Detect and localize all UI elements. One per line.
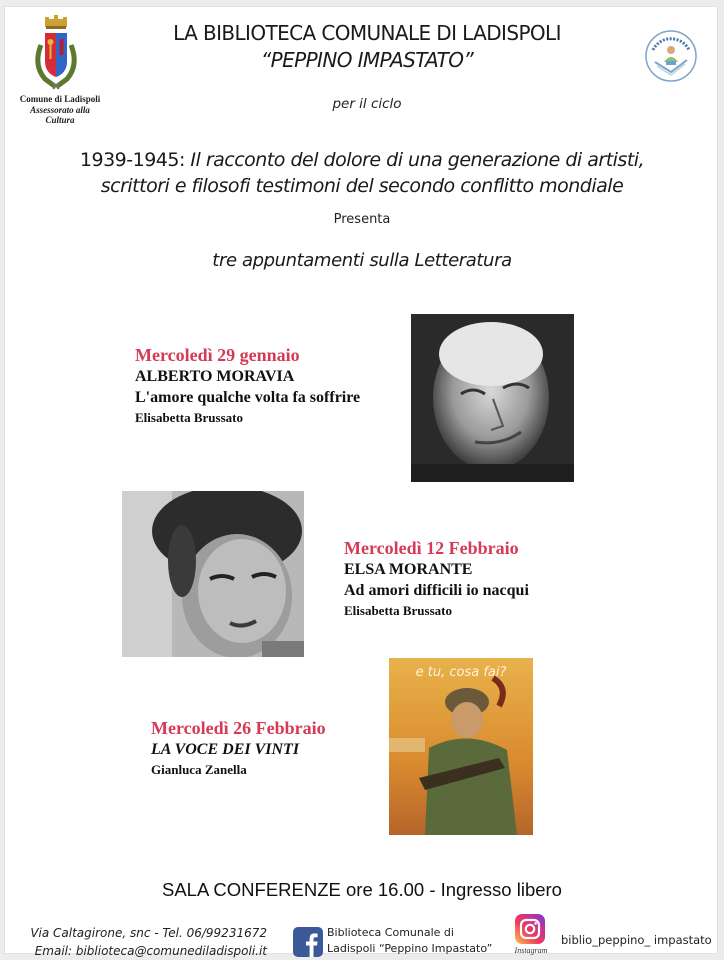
event-speaker: Elisabetta Brussato [344, 603, 452, 618]
facebook-icon[interactable] [293, 927, 323, 957]
poster-text: e tu, cosa fai? [415, 665, 507, 680]
war-poster [389, 658, 533, 835]
event-morante [344, 537, 529, 621]
cycle-title-line2: scrittori e filosofi testimoni del secondo conflitto mondiale [100, 175, 624, 197]
cycle-years: 1939-1945: [79, 149, 185, 171]
facebook-line1: Biblioteca Comunale di [327, 926, 454, 939]
instagram-wordmark: Instagram [514, 946, 548, 955]
library-title: LA BIBLIOTECA COMUNALE DI LADISPOLI [173, 21, 561, 45]
coat-of-arms-icon [31, 15, 81, 91]
address-phone: Via Caltagirone, snc - Tel. 06/99231672 [30, 926, 267, 940]
event-moravia [135, 344, 360, 428]
comune-caption [5, 94, 115, 126]
presenta-label: Presenta [333, 212, 391, 227]
portrait-elsa-morante [122, 491, 304, 657]
instagram-icon[interactable] [515, 914, 545, 944]
assessorato-line2: Cultura [45, 115, 75, 125]
cycle-title-rest: Il racconto del dolore di una generazione di artisti, [184, 149, 645, 171]
contact-info [27, 924, 267, 960]
event-work: L'amore qualche volta fa soffrire [135, 389, 361, 406]
event-voce-dei-vinti [151, 717, 326, 780]
event-speaker: Gianluca Zanella [151, 762, 247, 777]
library-logo-icon [643, 28, 699, 84]
event-work: LA VOCE DEI VINTI [151, 741, 300, 758]
venue-info: SALA CONFERENZE ore 16.00 - Ingresso libero [162, 879, 562, 900]
library-subtitle: “PEPPINO IMPASTATO” [260, 48, 474, 72]
event-author: ELSA MORANTE [344, 561, 473, 578]
facebook-page-link[interactable] [327, 925, 492, 957]
portrait-alberto-moravia [411, 314, 574, 482]
cycle-title-line1 [5, 149, 719, 171]
event-author: ALBERTO MORAVIA [135, 368, 295, 385]
instagram-handle[interactable]: biblio_peppino_ impastato [561, 933, 712, 947]
per-il-ciclo: per il ciclo [332, 96, 402, 112]
event-date: Mercoledì 26 Febbraio [151, 718, 326, 738]
assessorato-line1: Assessorato alla [30, 104, 90, 115]
cycle-subtitle: tre appuntamenti sulla Letteratura [212, 250, 512, 271]
facebook-line2: Ladispoli “Peppino Impastato” [327, 942, 493, 955]
event-date: Mercoledì 12 Febbraio [344, 538, 519, 558]
email-link[interactable]: Email: biblioteca@comunediladispoli.it [34, 944, 267, 958]
comune-name: Comune di Ladispoli [19, 94, 101, 104]
event-work: Ad amori difficili io nacqui [344, 582, 529, 599]
flyer-page [4, 6, 718, 958]
event-speaker: Elisabetta Brussato [135, 410, 243, 425]
event-date: Mercoledì 29 gennaio [135, 345, 300, 365]
